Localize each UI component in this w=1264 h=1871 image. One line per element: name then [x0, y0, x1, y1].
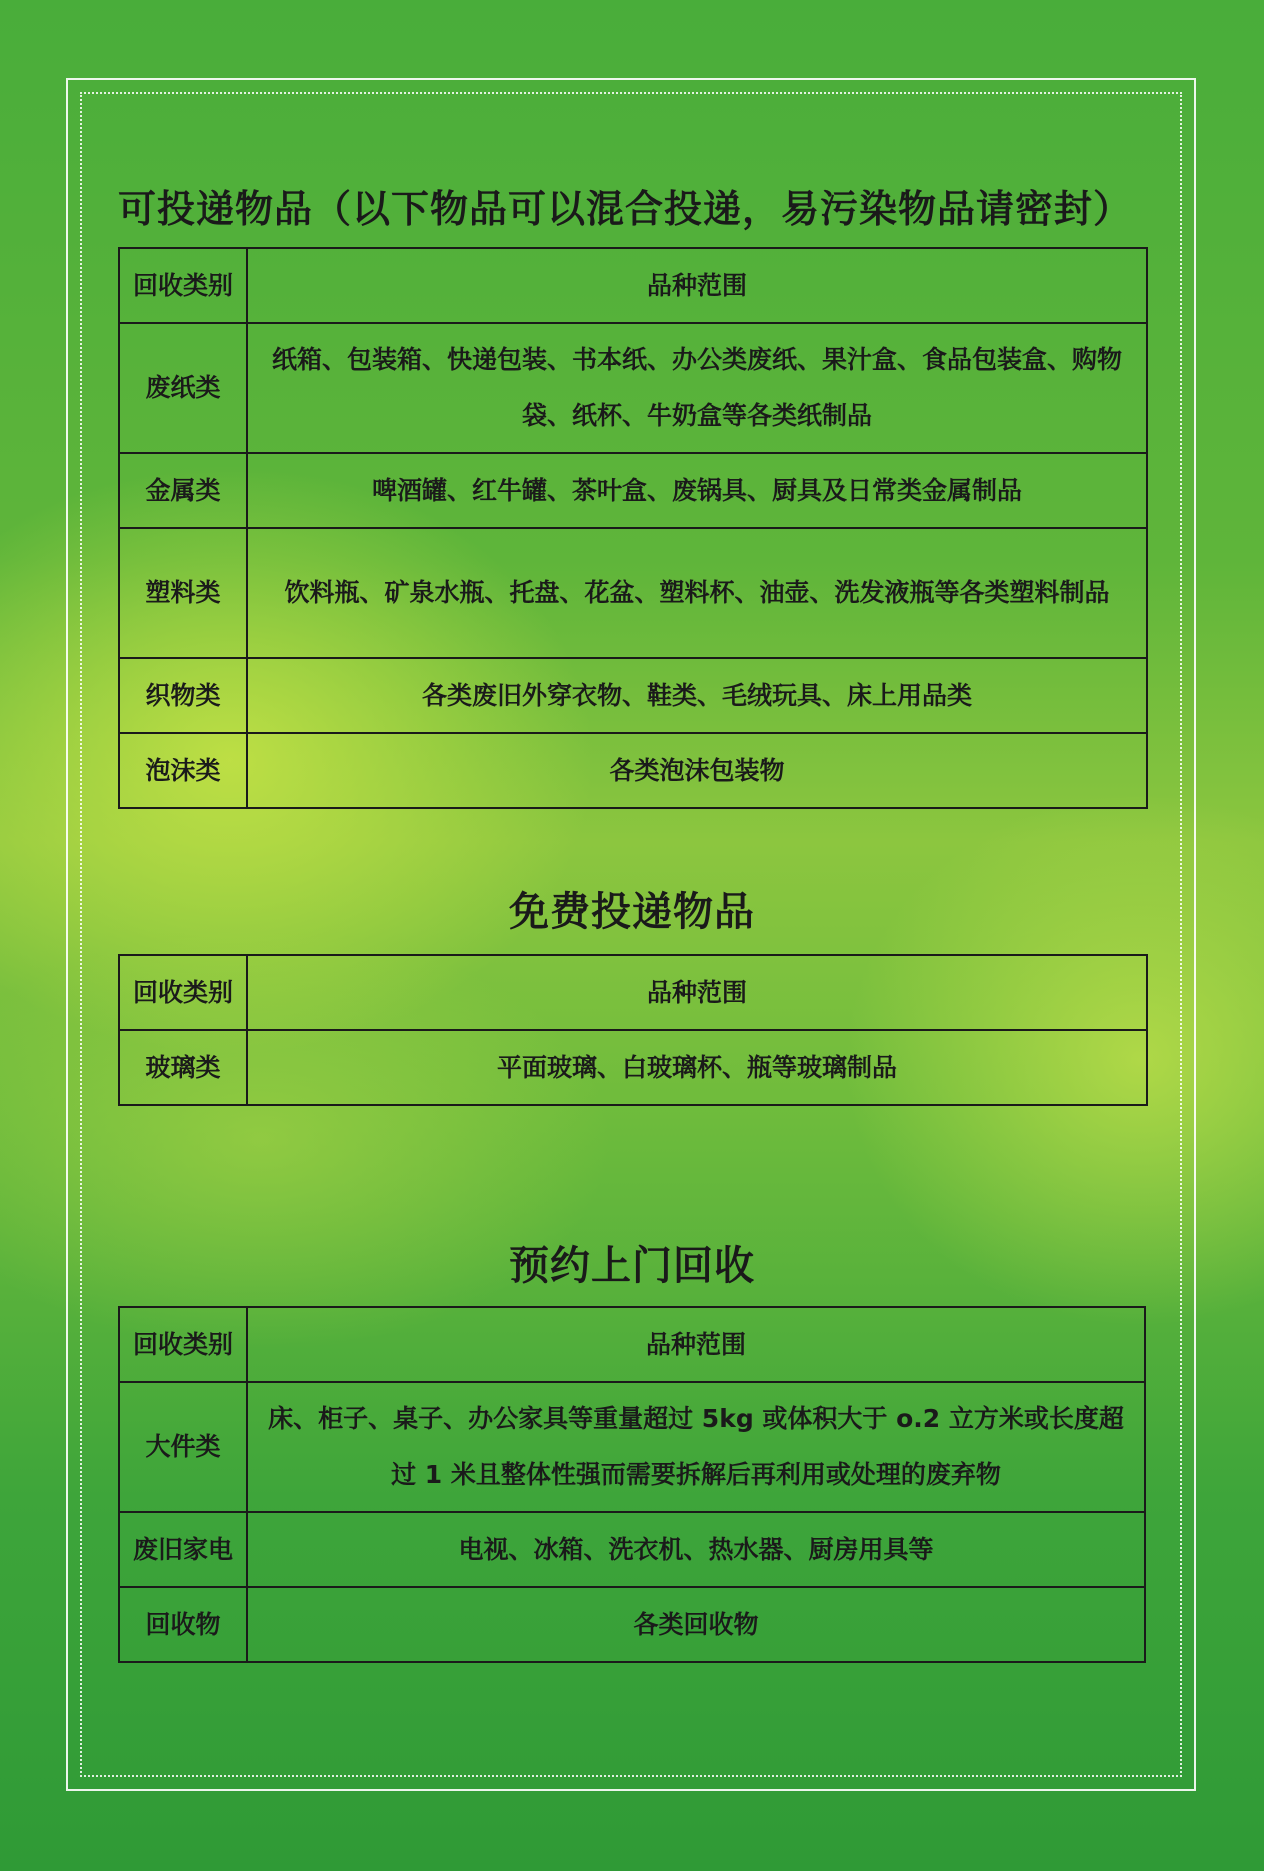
- row-scope: 床、柜子、桌子、办公家具等重量超过 5kg 或体积大于 o.2 立方米或长度超过 1 米且整体性强而需要拆解后再利用或处理的废弃物: [247, 1382, 1145, 1512]
- section2-table: [118, 954, 1148, 1106]
- header-category: 回收类别: [119, 248, 247, 323]
- row-category: 废旧家电: [119, 1512, 247, 1587]
- row-category: 织物类: [119, 658, 247, 733]
- table-row: [119, 1030, 1147, 1105]
- section3-table: [118, 1306, 1146, 1663]
- table-row: [119, 1382, 1145, 1512]
- row-category: 塑料类: [119, 528, 247, 658]
- row-category: 废纸类: [119, 323, 247, 453]
- table-row: [119, 658, 1147, 733]
- table-row: [119, 323, 1147, 453]
- table-row: [119, 733, 1147, 808]
- table-header-row: [119, 248, 1147, 323]
- table-row: [119, 453, 1147, 528]
- row-category: 泡沫类: [119, 733, 247, 808]
- row-category: 回收物: [119, 1587, 247, 1662]
- section2-title: 免费投递物品: [509, 889, 755, 935]
- section3-title: 预约上门回收: [509, 1243, 755, 1289]
- row-scope: 各类泡沫包装物: [247, 733, 1147, 808]
- header-scope: 品种范围: [247, 955, 1147, 1030]
- row-scope: 各类回收物: [247, 1587, 1145, 1662]
- header-scope: 品种范围: [247, 1307, 1145, 1382]
- header-scope: 品种范围: [247, 248, 1147, 323]
- table-row: [119, 1512, 1145, 1587]
- row-scope: 饮料瓶、矿泉水瓶、托盘、花盆、塑料杯、油壶、洗发液瓶等各类塑料制品: [247, 528, 1147, 658]
- row-scope: 各类废旧外穿衣物、鞋类、毛绒玩具、床上用品类: [247, 658, 1147, 733]
- row-category: 金属类: [119, 453, 247, 528]
- header-category: 回收类别: [119, 1307, 247, 1382]
- row-scope: 啤酒罐、红牛罐、茶叶盒、废锅具、厨具及日常类金属制品: [247, 453, 1147, 528]
- table-row: [119, 1587, 1145, 1662]
- section1-table: [118, 247, 1148, 809]
- row-scope: 平面玻璃、白玻璃杯、瓶等玻璃制品: [247, 1030, 1147, 1105]
- section1-title: 可投递物品（以下物品可以混合投递，易污染物品请密封）: [118, 187, 1133, 231]
- row-scope: 电视、冰箱、洗衣机、热水器、厨房用具等: [247, 1512, 1145, 1587]
- row-category: 大件类: [119, 1382, 247, 1512]
- table-row: [119, 528, 1147, 658]
- table-header-row: [119, 955, 1147, 1030]
- row-category: 玻璃类: [119, 1030, 247, 1105]
- table-header-row: [119, 1307, 1145, 1382]
- row-scope: 纸箱、包装箱、快递包装、书本纸、办公类废纸、果汁盒、食品包装盒、购物袋、纸杯、牛奶盒等各类纸制品: [247, 323, 1147, 453]
- header-category: 回收类别: [119, 955, 247, 1030]
